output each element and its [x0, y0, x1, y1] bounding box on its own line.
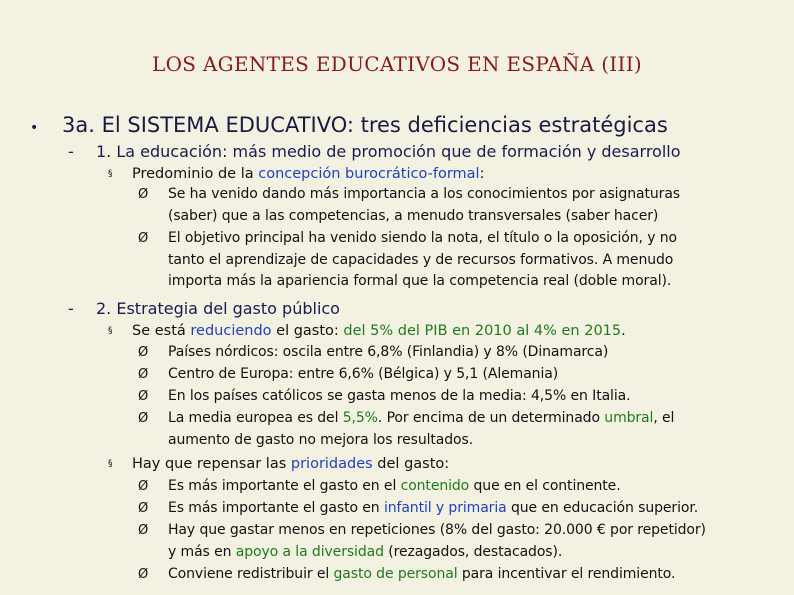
text-part: Se está — [132, 323, 191, 339]
section-2-subpoint-2-text — [132, 454, 449, 474]
arrow-marker-icon: Ø — [138, 367, 149, 382]
section-1-text: 1. La educación: más medio de promoción que de formación y desarrollo — [96, 142, 681, 161]
slide-title: LOS AGENTES EDUCATIVOS EN ESPAÑA (III) — [151, 52, 642, 76]
arrow-item-text — [168, 498, 790, 520]
section-1-subpoint-text — [132, 164, 484, 184]
arrow-item-text — [168, 476, 790, 498]
dash-marker: - — [68, 299, 74, 318]
text-part: . — [621, 323, 626, 339]
text-part: Hay que gastar menos en repeticiones (8% del gasto: 20.000 € por repetidor) — [168, 522, 706, 538]
highlight-diversidad: apoyo a la diversidad — [235, 543, 384, 560]
text-part: Es más importante el gasto en — [168, 500, 384, 516]
text-part: Hay que repensar las — [132, 456, 291, 472]
square-marker: § — [108, 326, 113, 336]
text-part: Conviene redistribuir el — [168, 566, 334, 582]
arrow-item-text: El objetivo principal ha venido siendo la nota, el título o la oposición, y no tanto el aprendizaje de capacidades y de recursos formativos. A menudo importa más la apariencia formal que la competencia real (doble moral). — [168, 230, 678, 289]
arrow-marker-icon: Ø — [138, 345, 149, 360]
text-part: (rezagados, destacados). — [383, 543, 563, 560]
text-part: y más en — [168, 543, 236, 560]
text-part: el gasto: — [271, 323, 344, 339]
text-part: que en el continente. — [469, 478, 621, 494]
text-part: : — [479, 166, 485, 182]
arrow-marker-icon: Ø — [138, 523, 149, 538]
arrow-item-text: En los países católicos se gasta menos de la media: 4,5% en Italia. — [168, 388, 631, 404]
section-2-subpoint-1-text — [132, 321, 626, 341]
arrow-marker-icon: Ø — [138, 411, 149, 426]
highlight-media: 5,5% — [342, 410, 378, 426]
arrow-item-text — [168, 564, 790, 586]
arrow-marker-icon: Ø — [138, 389, 149, 404]
highlight-contenido: contenido — [400, 478, 470, 494]
arrow-marker-icon: Ø — [138, 501, 149, 516]
arrow-item-text — [168, 520, 790, 563]
text-part: , el — [653, 410, 675, 426]
highlight-gasto-personal: gasto de personal — [333, 566, 458, 582]
square-marker: § — [108, 459, 113, 469]
arrow-item-text: Países nórdicos: oscila entre 6,8% (Finlandia) y 8% (Dinamarca) — [168, 344, 609, 360]
arrow-marker-icon: Ø — [138, 187, 149, 202]
arrow-marker-icon: Ø — [138, 479, 149, 494]
arrow-item-text: Se ha venido dando más importancia a los conocimientos por asignaturas (saber) que a las competencias, a menudo transversales (saber hacer) — [168, 186, 680, 224]
section-2-text: 2. Estrategia del gasto público — [96, 299, 340, 318]
text-part: del gasto: — [372, 456, 450, 472]
square-marker: § — [108, 169, 113, 179]
bullet-marker: • — [30, 120, 39, 136]
dash-marker: - — [68, 142, 74, 161]
arrow-marker-icon: Ø — [138, 567, 149, 582]
highlight-reduciendo: reduciendo — [190, 323, 272, 339]
text-part: . Por encima de un determinado — [377, 410, 605, 426]
text-part: Predominio de la — [132, 166, 259, 182]
text-part: que en educación superior. — [506, 500, 699, 516]
arrow-item-text — [168, 408, 790, 451]
text-part: La media europea es del — [168, 410, 343, 426]
text-part: Es más importante el gasto en el — [168, 478, 401, 494]
text-part: para incentivar el rendimiento. — [457, 566, 676, 582]
arrow-marker-icon: Ø — [138, 231, 149, 246]
main-bullet-text: 3a. El SISTEMA EDUCATIVO: tres deficiencias estratégicas — [62, 113, 668, 137]
highlight-pib: del 5% del PIB en 2010 al 4% en 2015 — [343, 323, 622, 339]
arrow-item-text: Centro de Europa: entre 6,6% (Bélgica) y 5,1 (Alemania) — [168, 366, 559, 382]
highlight-infantil: infantil y primaria — [383, 500, 507, 516]
highlight-prioridades: prioridades — [290, 456, 373, 472]
highlight-umbral: umbral — [604, 410, 654, 426]
text-part: aumento de gasto no mejora los resultados. — [168, 431, 474, 448]
highlight-concepcion: concepción burocrático-formal — [258, 166, 480, 182]
